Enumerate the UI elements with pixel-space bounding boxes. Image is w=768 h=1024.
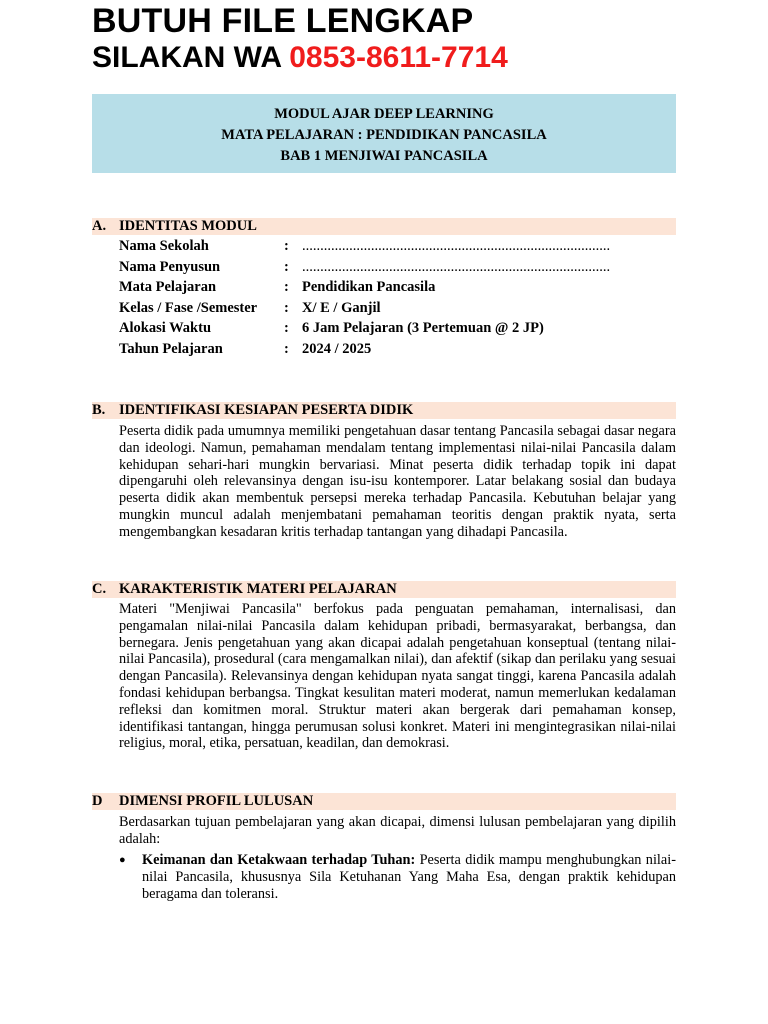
identity-colon: : — [284, 341, 289, 357]
section-b-title: IDENTIFIKASI KESIAPAN PESERTA DIDIK — [119, 402, 414, 418]
identity-label: Tahun Pelajaran — [119, 341, 223, 357]
identity-value: 6 Jam Pelajaran (3 Pertemuan @ 2 JP) — [302, 320, 544, 336]
title-line-1: MODUL AJAR DEEP LEARNING — [274, 106, 494, 122]
section-c-heading — [92, 581, 676, 598]
identity-label: Kelas / Fase /Semester — [119, 300, 258, 316]
title-line-2: MATA PELAJARAN : PENDIDIKAN PANCASILA — [221, 127, 547, 143]
promo-prefix: SILAKAN WA — [92, 41, 290, 74]
section-d-number: D — [92, 793, 103, 809]
identity-colon: : — [284, 238, 289, 254]
identity-label: Nama Sekolah — [119, 238, 209, 254]
promo-banner — [92, 2, 508, 76]
section-d-title: DIMENSI PROFIL LULUSAN — [119, 793, 314, 809]
section-a-title: IDENTITAS MODUL — [119, 218, 257, 234]
identity-label: Mata Pelajaran — [119, 279, 217, 295]
identity-value: X/ E / Ganjil — [302, 300, 381, 316]
identity-colon: : — [284, 259, 289, 275]
list-item — [119, 852, 676, 902]
section-c-paragraph: Materi "Menjiwai Pancasila" berfokus pada penguatan pemahaman, internalisasi, dan pengamalan nilai-nilai Pancasila dalam kehidupan pribadi, bermasyarakat, berbangsa, dan bernegara. Jenis pengetahuan yang akan dicapai adalah pengetahuan konseptual (tentang nilai-nilai Pancasila), prosedural (cara mengamalkan nilai), dan afektif (sikap dan perilaku yang sesuai dengan Pancasila). Relevansinya dengan kehidupan nyata sangat tinggi, karena Pancasila adalah fondasi kehidupan berbangsa. Tingkat kesulitan materi moderat, namun memerlukan kedalaman refleksi dan komitmen moral. Struktur materi akan bergerak dari pemahaman konsep, identifikasi tantangan, hingga perumusan solusi konkret. Materi ini mengintegrasikan nilai-nilai religius, moral, etika, persatuan, keadilan, dan demokrasi. — [119, 601, 676, 752]
section-a-number: A. — [92, 218, 107, 234]
bullet-title: Keimanan dan Ketakwaan terhadap Tuhan: — [142, 852, 416, 868]
section-b-paragraph: Peserta didik pada umumnya memiliki pengetahuan dasar tentang Pancasila sebagai dasar negara dan ideologi. Namun, pemahaman mendalam tentang implementasi nilai-nilai Pancasila dalam kehidupan sehari-hari mungkin bervariasi. Minat peserta didik terhadap topik ini dapat dipengaruhi oleh relevansinya dengan isu-isu kontemporer. Latar belakang sosial dan budaya peserta didik akan membentuk persepsi mereka terhadap Pancasila. Kebutuhan belajar yang mungkin muncul adalah menjembatani pemahaman teoritis dengan praktik nyata, serta mengembangkan kesadaran kritis terhadap tantangan yang dihadapi Pancasila. — [119, 423, 676, 540]
bullet-body: Peserta didik mampu menghubungkan nilai-nilai Pancasila, khususnya Sila Ketuhanan Yang Maha Esa, dengan praktik kehidupan beragama dan toleransi. — [142, 852, 676, 902]
identity-value: ..................................................................................... — [302, 259, 611, 275]
section-c-title: KARAKTERISTIK MATERI PELAJARAN — [119, 581, 397, 597]
identity-colon: : — [284, 279, 289, 295]
promo-line-2 — [92, 40, 508, 76]
bullet-icon: ● — [119, 854, 126, 866]
identity-colon: : — [284, 320, 289, 336]
promo-phone: 0853-8611-7714 — [289, 41, 508, 74]
identity-value: 2024 / 2025 — [302, 341, 372, 357]
section-c-number: C. — [92, 581, 107, 597]
identity-label: Alokasi Waktu — [119, 320, 212, 336]
section-d-heading — [92, 793, 676, 810]
section-b-heading — [92, 402, 676, 419]
identity-colon: : — [284, 300, 289, 316]
section-b-number: B. — [92, 402, 106, 418]
identity-value: ..................................................................................... — [302, 238, 611, 254]
document-title-box — [92, 94, 676, 173]
identity-label: Nama Penyusun — [119, 259, 221, 275]
bullet-text — [142, 852, 676, 902]
promo-line-1: BUTUH FILE LENGKAP — [92, 2, 474, 40]
identity-value: Pendidikan Pancasila — [302, 279, 436, 295]
section-a-heading — [92, 218, 676, 235]
title-line-3: BAB 1 MENJIWAI PANCASILA — [280, 148, 488, 164]
section-d-intro: Berdasarkan tujuan pembelajaran yang akan dicapai, dimensi lulusan pembelajaran yang dipilih adalah: — [119, 814, 676, 847]
